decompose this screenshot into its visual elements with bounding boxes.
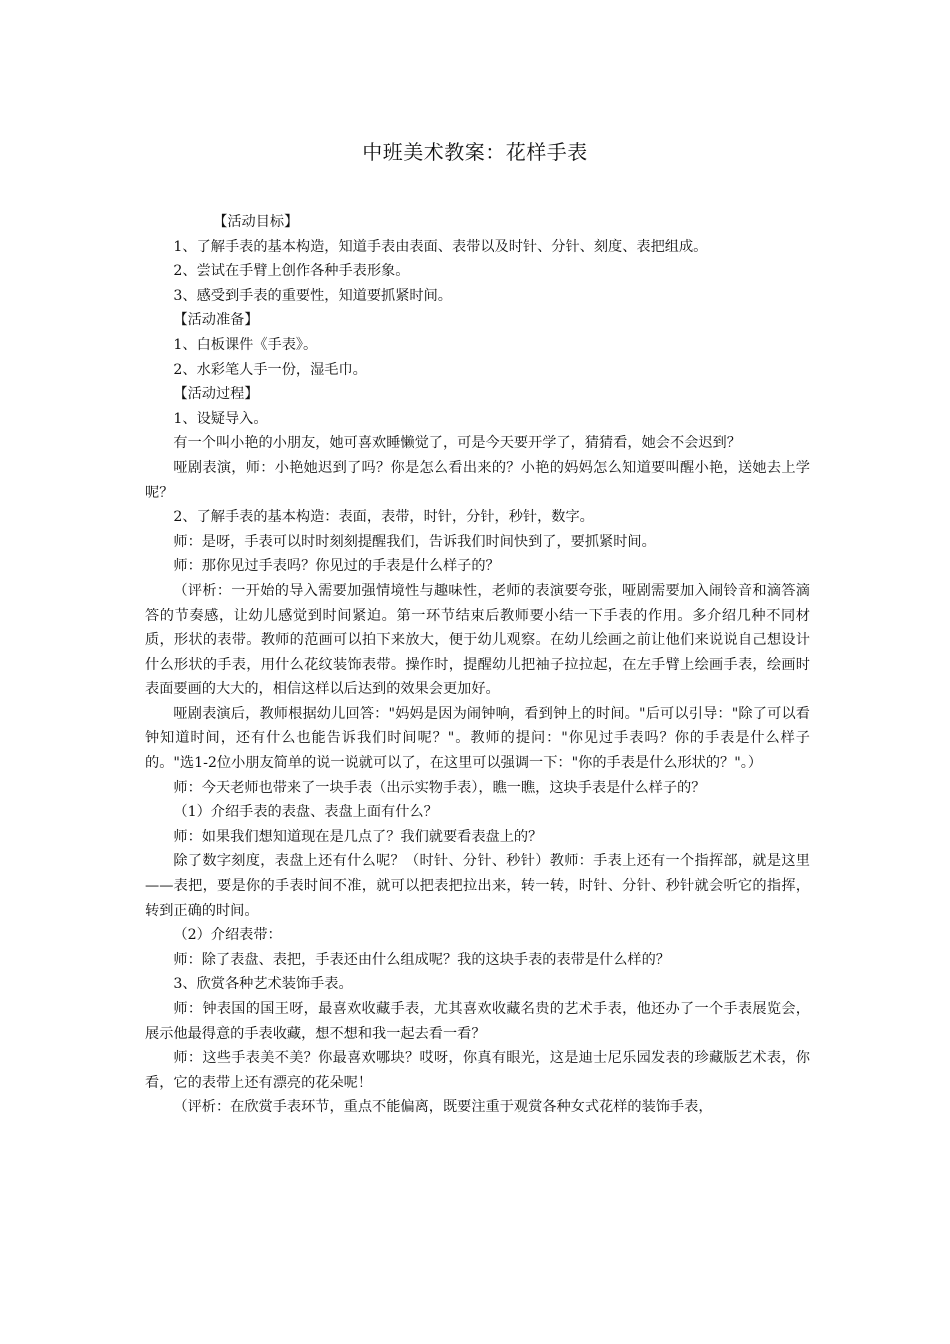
paragraph: 师：这些手表美不美？你最喜欢哪块？哎呀，你真有眼光，这是迪士尼乐园发表的珍藏版艺术表，你看，它的表带上还有漂亮的花朵呢！	[145, 1050, 810, 1091]
paragraph: 1、了解手表的基本构造，知道手表由表面、表带以及时针、分针、刻度、表把组成。	[173, 238, 708, 255]
paragraph: （2）介绍表带：	[173, 927, 282, 944]
paragraph: 哑剧表演，师：小艳她迟到了吗？你是怎么看出来的？小艳的妈妈怎么知道要叫醒小艳，送她去上学呢？	[145, 459, 810, 501]
section-heading-goals: 【活动目标】	[213, 214, 299, 230]
paragraph: 有一个叫小艳的小朋友，她可喜欢睡懒觉了，可是今天要开学了，猜猜看，她会不会迟到？	[173, 435, 741, 452]
paragraph: 师：那你见过手表吗？你见过的手表是什么样子的？	[173, 558, 500, 575]
paragraph: 1、设疑导入。	[173, 410, 268, 427]
paragraph: 2、了解手表的基本构造：表面，表带，时针，分针，秒针，数字。	[173, 509, 594, 526]
paragraph: 3、欣赏各种艺术装饰手表。	[173, 976, 353, 993]
paragraph: 师：今天老师也带来了一块手表（出示实物手表），瞧一瞧，这块手表是什么样子的？	[173, 779, 706, 796]
section-heading-process: 【活动过程】	[173, 386, 259, 403]
paragraph: 除了数字刻度，表盘上还有什么呢？（时针、分针、秒针）教师：手表上还有一个指挥部，就是这里——表把，要是你的手表时间不准，就可以把表把拉出来，转一转，时针、分针、秒针就会听它的指挥，转到正确的时间。	[145, 853, 810, 919]
section-heading-preparation: 【活动准备】	[173, 312, 259, 329]
paragraph: （1）介绍手表的表盘、表盘上面有什么？	[173, 804, 438, 821]
paragraph: 哑剧表演后，教师根据幼儿回答："妈妈是因为闹钟响，看到钟上的时间。"后可以引导："除了可以看钟知道时间，还有什么也能告诉我们时间呢？"。教师的提问："你见过手表吗？你的手表是什么样子的。"选1-2位小朋友简单的说一说就可以了，在这里可以强调一下："你的手表是什么形状的？"。）	[145, 705, 810, 772]
paragraph: 师：是呀，手表可以时时刻刻提醒我们，告诉我们时间快到了，要抓紧时间。	[173, 533, 656, 550]
paragraph: （评析：在欣赏手表环节，重点不能偏离，既要注重于观赏各种女式花样的装饰手表，	[173, 1099, 713, 1116]
paragraph: 1、白板课件《手表》。	[173, 336, 318, 353]
document-title: 中班美术教案：花样手表	[362, 140, 588, 164]
paragraph: 师：除了表盘、表把，手表还由什么组成呢？我的这块手表的表带是什么样的？	[173, 951, 670, 968]
paragraph: （评析：一开始的导入需要加强情境性与趣味性，老师的表演要夸张，哑剧需要加入闹铃音和滴答滴答的节奏感，让幼儿感觉到时间紧迫。第一环节结束后教师要小结一下手表的作用。多介绍几种不同材质，形状的表带。教师的范画可以拍下来放大，便于幼儿观察。在幼儿绘画之前让他们来说说自己想设计什么形状的手表，用什么花纹装饰表带。操作时，提醒幼儿把袖子拉拉起，在左手臂上绘画手表，绘画时表面要画的大大的，相信这样以后达到的效果会更加好。	[145, 582, 810, 698]
paragraph: 2、尝试在手臂上创作各种手表形象。	[173, 263, 410, 280]
paragraph: 2、水彩笔人手一份，湿毛巾。	[173, 361, 367, 378]
paragraph: 3、感受到手表的重要性，知道要抓紧时间。	[173, 287, 452, 304]
paragraph: 师：钟表国的国王呀，最喜欢收藏手表，尤其喜欢收藏名贵的艺术手表，他还办了一个手表展览会，展示他最得意的手表收藏，想不想和我一起去看一看？	[145, 1001, 810, 1042]
paragraph: 师：如果我们想知道现在是几点了？我们就要看表盘上的？	[173, 828, 543, 845]
document-body	[145, 210, 810, 1120]
